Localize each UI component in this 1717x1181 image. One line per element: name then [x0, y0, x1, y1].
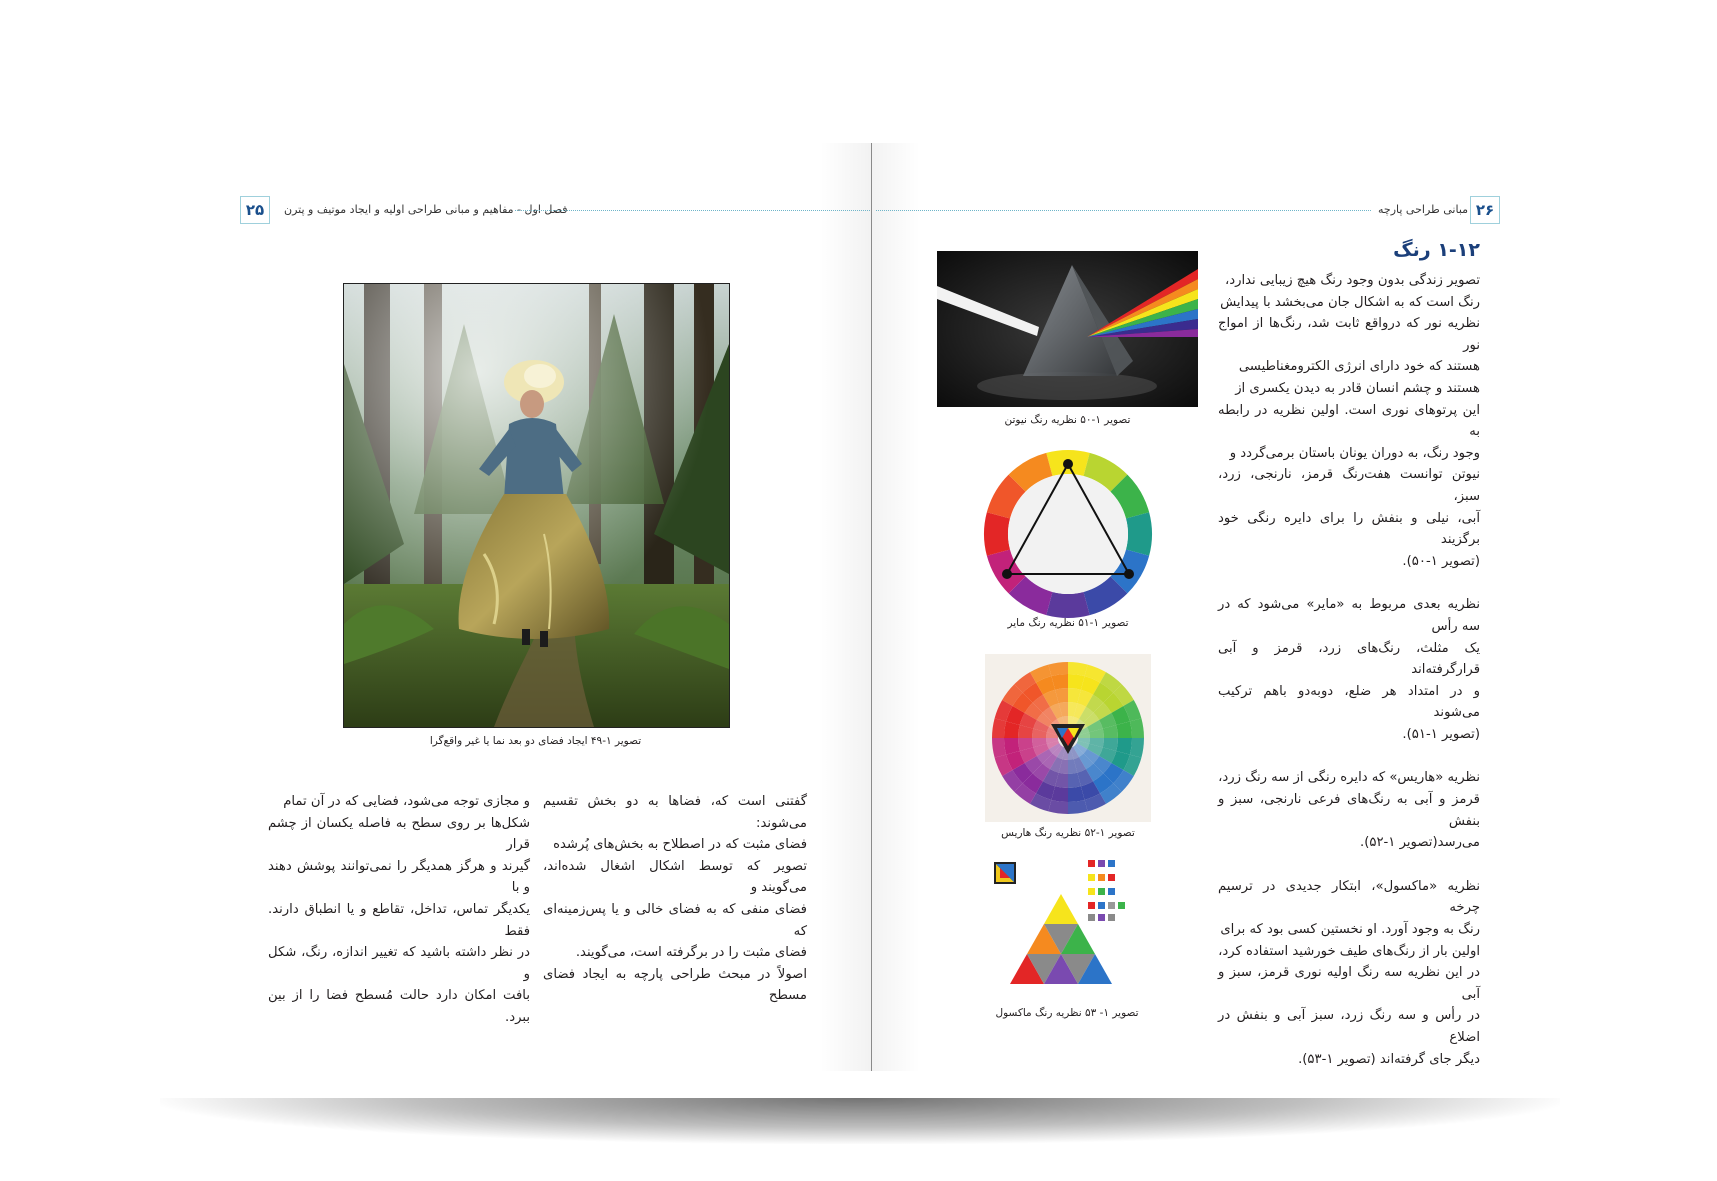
- text-line: رنگ به وجود آورد. او نخستین کسی بود که برای: [1220, 922, 1480, 938]
- harris-wheel-segment: [1068, 800, 1088, 814]
- mayer-color-wheel: [982, 448, 1154, 620]
- text-line: می‌رسد(تصویر ۱-۵۲).: [1360, 835, 1480, 851]
- caption-mayer: تصویر ۱-۵۱ نظریه رنگ مایر: [1007, 617, 1129, 629]
- text-line: نظریه بعدی مربوط به «مایر» می‌شود که در سه رأس: [1218, 597, 1480, 634]
- caption-harris: تصویر ۱-۵۲ نظریه رنگ هاریس: [1001, 827, 1135, 839]
- text-line: و در امتداد هر ضلع، دوبه‌دو باهم ترکیب می‌شوند: [1218, 683, 1480, 721]
- text-line: (تصویر ۱-۵۱).: [1402, 726, 1480, 742]
- text-line: نیوتن توانست هفت‌رنگ قرمز، نارنجی، زرد، سبز،: [1218, 467, 1480, 504]
- text-line: اصولاً در مبحث طراحی پارچه به ایجاد فضای مسطح: [543, 966, 807, 1004]
- forest-girl-photo: [343, 283, 730, 728]
- text-line: در رأس و سه رنگ زرد، سبز آبی و بنفش در اضلاع: [1218, 1008, 1480, 1045]
- text-line: نظریه نور که درواقع ثابت شد، رنگ‌ها از امواج نور: [1218, 316, 1480, 353]
- text-line: تصویر زندگی بدون وجود رنگ هیچ زیبایی ندارد،: [1224, 273, 1480, 288]
- mayer-wheel-segment: [984, 512, 1010, 555]
- mayer-wheel-segment: [1046, 592, 1089, 618]
- text-line: نظریه «ماکسول»، ابتکار جدیدی در ترسیم چرخه: [1218, 878, 1480, 916]
- left-head-rule: [515, 210, 870, 211]
- text-line: دیگر جای گرفته‌اند (تصویر ۱-۵۳).: [1298, 1051, 1480, 1067]
- text-line: تصویر که توسط اشکال اشغال شده‌اند، می‌گویند و: [543, 858, 807, 896]
- text-line: در این نظریه سه رنگ اولیه نوری قرمز، سبز و آبی: [1218, 965, 1480, 1002]
- harris-wheel-segment: [1130, 718, 1144, 738]
- harris-wheel-segment: [1048, 662, 1068, 676]
- paragraph-harris: [1218, 767, 1480, 853]
- book-shadow: [160, 1098, 1560, 1144]
- text-line: فضای مثبت را در برگرفته است، می‌گویند.: [575, 945, 807, 961]
- left-figure-caption: تصویر ۱-۴۹ ایجاد فضای دو بعد نما یا غیر واقع‌گرا: [429, 735, 642, 747]
- gutter-line: [871, 143, 872, 1071]
- paragraph-newton: [1218, 270, 1480, 572]
- paragraph-mayer: [1218, 594, 1480, 745]
- text-line: در نظر داشته باشید که تغییر اندازه، رنگ، شکل و: [268, 945, 530, 982]
- text-line: و مجازی توجه می‌شود، فضایی که در آن تمام: [283, 794, 530, 809]
- harris-wheel-segment: [1068, 662, 1088, 676]
- text-line: یک مثلث، رنگ‌های زرد، قرمز و آبی قرارگرفته‌اند: [1218, 640, 1480, 678]
- paragraph-maxwell: [1218, 876, 1480, 1070]
- text-line: قرمز و آبی به رنگ‌های فرعی نارنجی، سبز و بنفش: [1218, 792, 1480, 829]
- left-column-left: [268, 791, 530, 1029]
- text-line: گیرند و هرگز همدیگر را نمی‌توانند پوشش دهند و با: [268, 858, 530, 896]
- harris-color-wheel: [985, 654, 1151, 822]
- text-line: (تصویر ۱-۵۰).: [1402, 553, 1480, 569]
- newton-prism-image: [937, 251, 1198, 407]
- text-line: شکل‌ها بر روی سطح به فاصله یکسان از چشم قرار: [268, 815, 530, 853]
- text-line: فضای منفی که به فضای خالی و یا پس‌زمینه‌ای که: [543, 901, 807, 939]
- harris-wheel-segment: [992, 718, 1006, 738]
- harris-wheel-segment: [1048, 800, 1068, 814]
- text-line: گفتنی است که، فضاها به دو بخش تقسیم می‌شوند:: [543, 794, 807, 831]
- text-line: رنگ است که به اشکال جان می‌بخشد با پیدایش: [1220, 294, 1480, 310]
- text-line: بافت امکان دارد حالت مُسطح فضا را از بین ببرد.: [268, 988, 530, 1025]
- left-page-number: ۲۵: [240, 196, 270, 224]
- caption-newton: تصویر ۱-۵۰ نظریه رنگ نیوتن: [1004, 414, 1131, 426]
- right-page-text: [1218, 270, 1480, 1092]
- text-line: آبی، نیلی و بنفش را برای دایره رنگی خود برگزیند: [1218, 510, 1480, 548]
- section-heading: ۱-۱۲ رنگ: [1393, 239, 1480, 261]
- mayer-wheel-segment: [1126, 512, 1152, 555]
- text-line: یکدیگر تماس، تداخل، تقاطع و یا انطباق دارند. فقط: [268, 901, 530, 939]
- text-line: فضای مثبت که در اصطلاح به بخش‌های پُرشده: [553, 837, 807, 853]
- maxwell-triangle: [992, 854, 1142, 1004]
- harris-wheel-segment: [1130, 738, 1144, 758]
- left-column-right: [543, 791, 807, 1007]
- left-running-head: فصل اول - مفاهیم و مبانی طراحی اولیه و ایجاد موتیف و پترن: [284, 203, 568, 216]
- harris-wheel-segment: [992, 738, 1006, 758]
- text-line: وجود رنگ، به دوران یونان باستان برمی‌گردد و: [1229, 445, 1480, 461]
- text-line: هستند که خود دارای انرژی الکترومغناطیسی: [1238, 359, 1480, 375]
- caption-maxwell: تصویر ۱- ۵۳ نظریه رنگ ماکسول: [995, 1007, 1139, 1019]
- right-page-number: ۲۶: [1470, 196, 1500, 224]
- text-line: نظریه «هاریس» که دایره رنگی از سه رنگ زرد،: [1218, 770, 1480, 786]
- text-line: این پرتوهای نوری است. اولین نظریه در رابطه به: [1218, 402, 1480, 440]
- right-running-head: مبانی طراحی پارچه: [1378, 203, 1469, 216]
- right-head-rule: [876, 210, 1371, 211]
- text-line: هستند و چشم انسان قادر به دیدن یکسری از: [1235, 380, 1480, 396]
- gutter-shade: [820, 143, 920, 1071]
- text-line: اولین بار از رنگ‌های طیف خورشید استفاده کرد،: [1218, 943, 1480, 959]
